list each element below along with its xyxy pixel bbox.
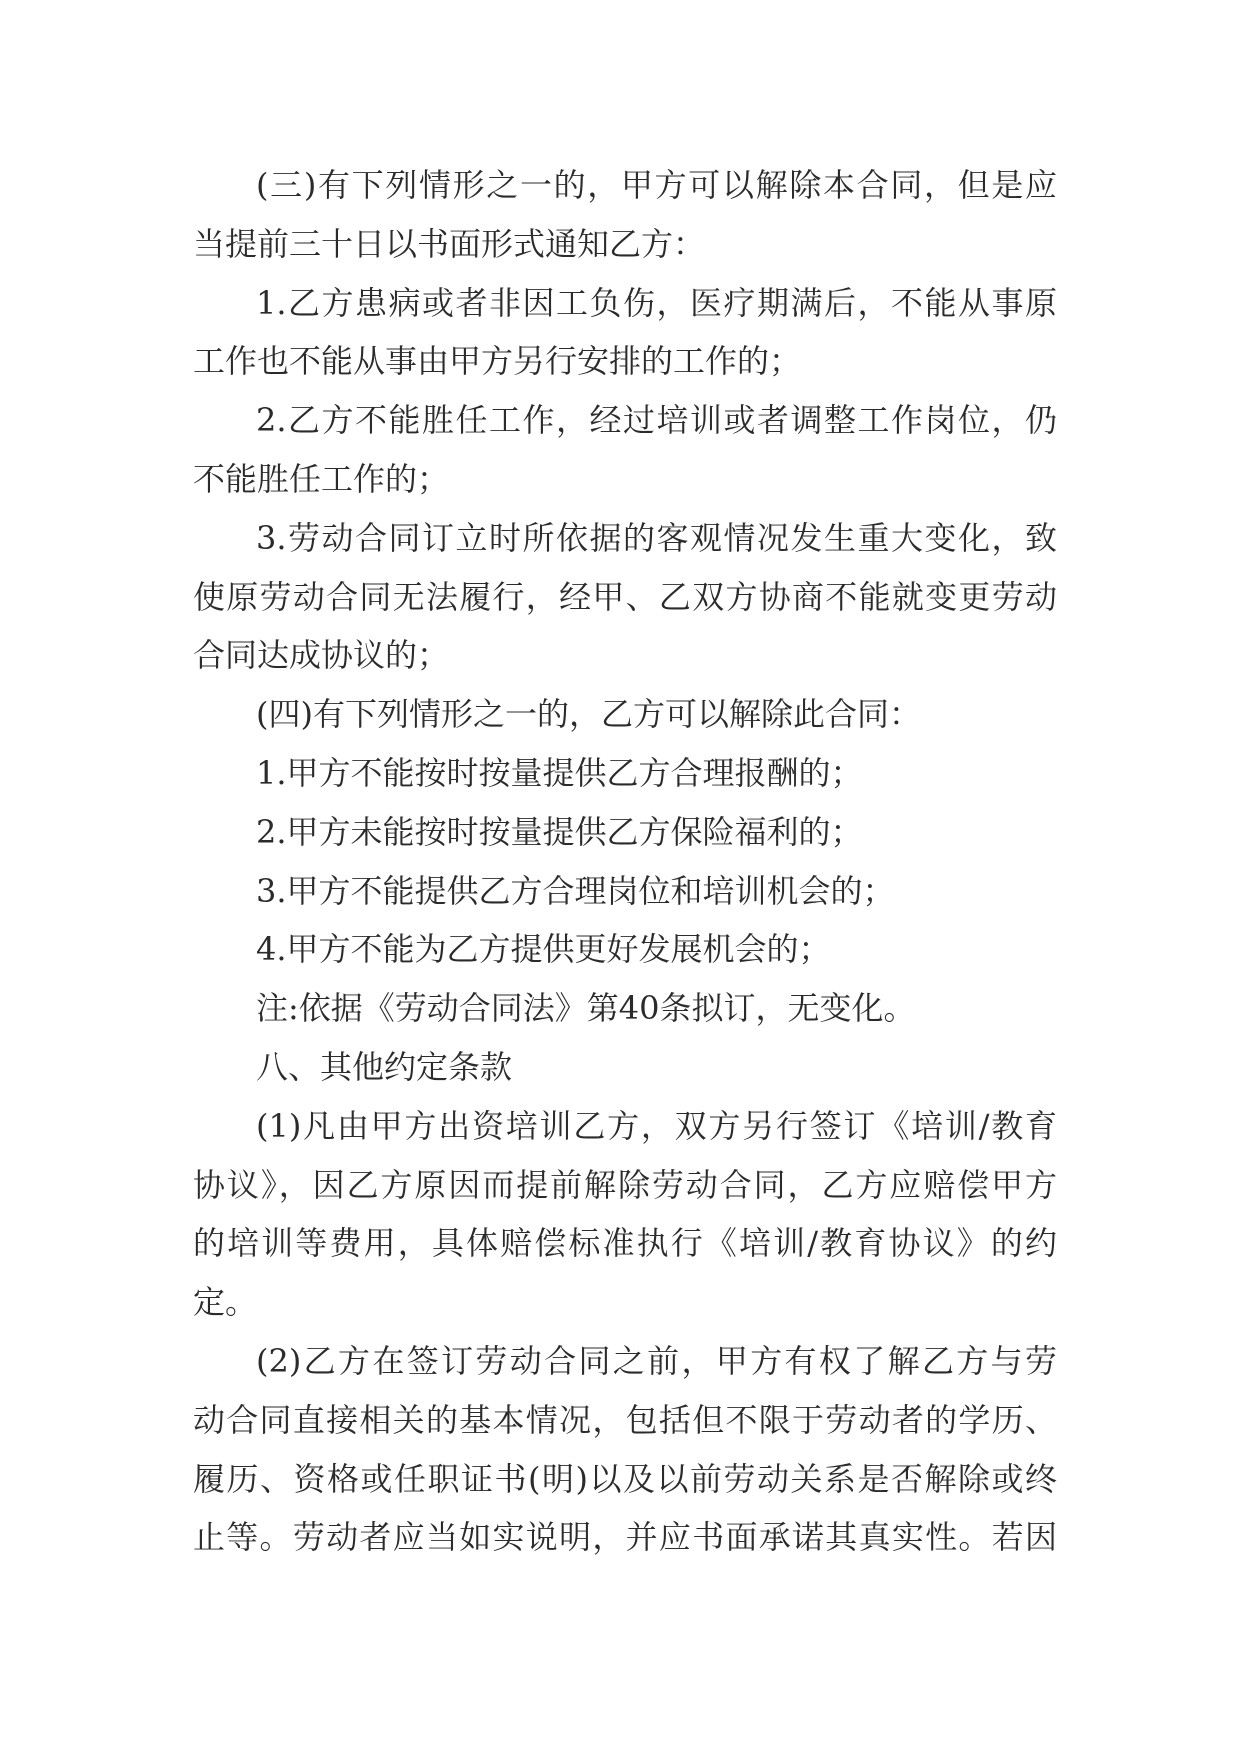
paragraph-clause-4 <box>193 685 1057 744</box>
paragraph-line: 止等。劳动者应当如实说明，并应书面承诺其真实性。若因 <box>193 1518 1057 1557</box>
paragraph-line: 动合同直接相关的基本情况，包括但不限于劳动者的学历、 <box>193 1400 1057 1439</box>
paragraph-clause-3 <box>193 156 1057 274</box>
paragraph-line: 工作也不能从事由甲方另行安排的工作的； <box>193 342 802 381</box>
paragraph-line: (1)凡由甲方出资培训乙方，双方另行签订《培训/教育 <box>256 1106 1057 1145</box>
paragraph-line: 定。 <box>193 1283 258 1322</box>
paragraph-line: 履历、资格或任职证书(明)以及以前劳动关系是否解除或终 <box>193 1459 1057 1498</box>
section-heading-text: 八、其他约定条款 <box>256 1047 513 1086</box>
paragraph-item-4 <box>193 920 1057 979</box>
paragraph-note <box>193 979 1057 1038</box>
paragraph-line: 协议》，因乙方原因而提前解除劳动合同，乙方应赔偿甲方 <box>193 1165 1057 1204</box>
paragraph-item-2 <box>193 391 1057 509</box>
paragraph-line: 1.甲方不能按时按量提供乙方合理报酬的； <box>256 753 863 792</box>
document-body <box>193 156 1057 1567</box>
section-heading <box>193 1038 1057 1097</box>
paragraph-item-1 <box>193 274 1057 392</box>
paragraph-line: (2)乙方在签订劳动合同之前，甲方有权了解乙方与劳 <box>256 1341 1057 1380</box>
paragraph-clause-2 <box>193 1332 1057 1567</box>
paragraph-line: 合同达成协议的； <box>193 636 450 675</box>
paragraph-line: 注:依据《劳动合同法》第40条拟订，无变化。 <box>256 989 916 1028</box>
paragraph-item-1 <box>193 744 1057 803</box>
paragraph-item-2 <box>193 803 1057 862</box>
paragraph-line: 4.甲方不能为乙方提供更好发展机会的； <box>256 930 831 969</box>
paragraph-line: 当提前三十日以书面形式通知乙方： <box>193 224 706 263</box>
paragraph-line: 2.乙方不能胜任工作，经过培训或者调整工作岗位，仍 <box>256 401 1057 440</box>
paragraph-line: 的培训等费用，具体赔偿标准执行《培训/教育协议》的约 <box>193 1224 1057 1263</box>
paragraph-line: 3.甲方不能提供乙方合理岗位和培训机会的； <box>256 871 895 910</box>
paragraph-line: 不能胜任工作的； <box>193 459 450 498</box>
paragraph-line: (四)有下列情形之一的，乙方可以解除此合同： <box>256 695 921 734</box>
paragraph-line: 2.甲方未能按时按量提供乙方保险福利的； <box>256 812 863 851</box>
paragraph-clause-1 <box>193 1097 1057 1332</box>
paragraph-item-3 <box>193 509 1057 685</box>
paragraph-line: 1.乙方患病或者非因工负伤，医疗期满后，不能从事原 <box>256 283 1057 322</box>
paragraph-line: 3.劳动合同订立时所依据的客观情况发生重大变化，致 <box>256 518 1057 557</box>
paragraph-line: (三)有下列情形之一的，甲方可以解除本合同，但是应 <box>256 166 1057 204</box>
paragraph-item-3 <box>193 862 1057 921</box>
paragraph-line: 使原劳动合同无法履行，经甲、乙双方协商不能就变更劳动 <box>193 577 1057 616</box>
